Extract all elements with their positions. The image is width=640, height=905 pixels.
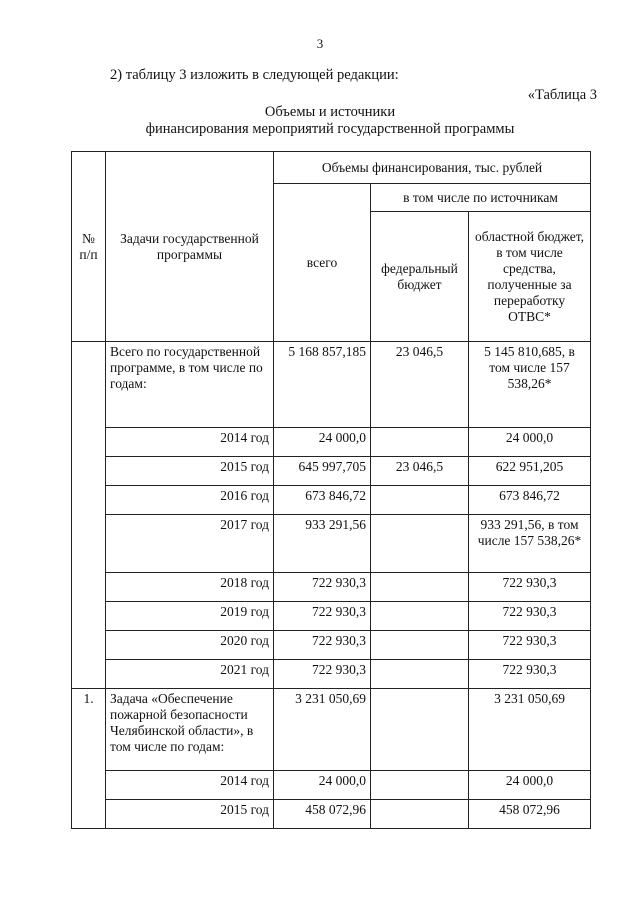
summary-row [72,342,591,428]
task1-year-row [72,771,591,800]
year-total: 933 291,56 [274,515,371,573]
year-regional: 622 951,205 [469,457,591,486]
summary-year-row [72,631,591,660]
summary-year-row [72,457,591,486]
summary-year-row [72,428,591,457]
year-total: 458 072,96 [274,800,371,829]
task1-year-num [72,800,106,829]
year-label: 2017 год [106,515,274,573]
summary-year-num [72,602,106,631]
year-label: 2015 год [106,800,274,829]
summary-year-num [72,631,106,660]
year-label: 2019 год [106,602,274,631]
header-total: всего [274,184,371,342]
summary-total: 5 168 857,185 [274,342,371,428]
summary-label: Всего по государственной программе, в том числе по годам: [106,342,274,428]
year-regional: 722 930,3 [469,573,591,602]
header-regional: областной бюджет, в том числе средства, полученные за переработку ОТВС* [469,212,591,342]
year-label: 2018 год [106,573,274,602]
header-federal: федеральный бюджет [371,212,469,342]
year-federal [371,602,469,631]
year-regional: 722 930,3 [469,660,591,689]
year-total: 645 997,705 [274,457,371,486]
summary-year-row [72,660,591,689]
year-regional: 24 000,0 [469,428,591,457]
table-body [72,152,591,829]
summary-year-row [72,602,591,631]
year-federal [371,428,469,457]
header-by-sources: в том числе по источникам [371,184,591,212]
year-label: 2014 год [106,428,274,457]
year-federal [371,800,469,829]
year-regional: 673 846,72 [469,486,591,515]
year-total: 24 000,0 [274,428,371,457]
year-federal [371,515,469,573]
header-row-1 [72,152,591,184]
summary-year-num [72,457,106,486]
year-total: 673 846,72 [274,486,371,515]
summary-year-row [72,486,591,515]
task1-federal [371,689,469,771]
instruction-text: 2) таблицу 3 изложить в следующей редакции: [110,67,399,83]
year-total: 722 930,3 [274,631,371,660]
summary-year-num [72,515,106,573]
header-task: Задачи государственной программы [106,152,274,342]
year-label: 2016 год [106,486,274,515]
task1-row [72,689,591,771]
year-federal [371,486,469,515]
year-total: 24 000,0 [274,771,371,800]
task1-regional: 3 231 050,69 [469,689,591,771]
page-number: 3 [316,36,324,51]
summary-year-row [72,515,591,573]
year-federal [371,573,469,602]
year-label: 2020 год [106,631,274,660]
summary-year-num [72,660,106,689]
year-label: 2021 год [106,660,274,689]
task1-year-row [72,800,591,829]
title-line-1: Объемы и источники [264,104,396,120]
title-line-2: финансирования мероприятий государственной программы [145,121,515,137]
year-label: 2015 год [106,457,274,486]
year-federal: 23 046,5 [371,457,469,486]
summary-year-num [72,573,106,602]
year-federal [371,631,469,660]
year-regional: 458 072,96 [469,800,591,829]
year-label: 2014 год [106,771,274,800]
year-regional: 933 291,56, в том числе 157 538,26* [469,515,591,573]
header-num: № п/п [72,152,106,342]
table-title [0,104,640,138]
header-volumes: Объемы финансирования, тыс. рублей [274,152,591,184]
year-total: 722 930,3 [274,602,371,631]
summary-year-num [72,428,106,457]
year-regional: 722 930,3 [469,631,591,660]
task1-total: 3 231 050,69 [274,689,371,771]
year-federal [371,660,469,689]
summary-year-num [72,486,106,515]
task1-num: 1. [72,689,106,771]
year-total: 722 930,3 [274,573,371,602]
financing-table [71,151,591,829]
task1-year-num [72,771,106,800]
summary-federal: 23 046,5 [371,342,469,428]
year-regional: 24 000,0 [469,771,591,800]
year-federal [371,771,469,800]
summary-num [72,342,106,428]
summary-year-row [72,573,591,602]
year-total: 722 930,3 [274,660,371,689]
task1-label: Задача «Обеспечение пожарной безопасности Челябинской области», в том числе по годам: [106,689,274,771]
summary-regional: 5 145 810,685, в том числе 157 538,26* [469,342,591,428]
year-regional: 722 930,3 [469,602,591,631]
table-reference: «Таблица 3 [527,87,597,103]
